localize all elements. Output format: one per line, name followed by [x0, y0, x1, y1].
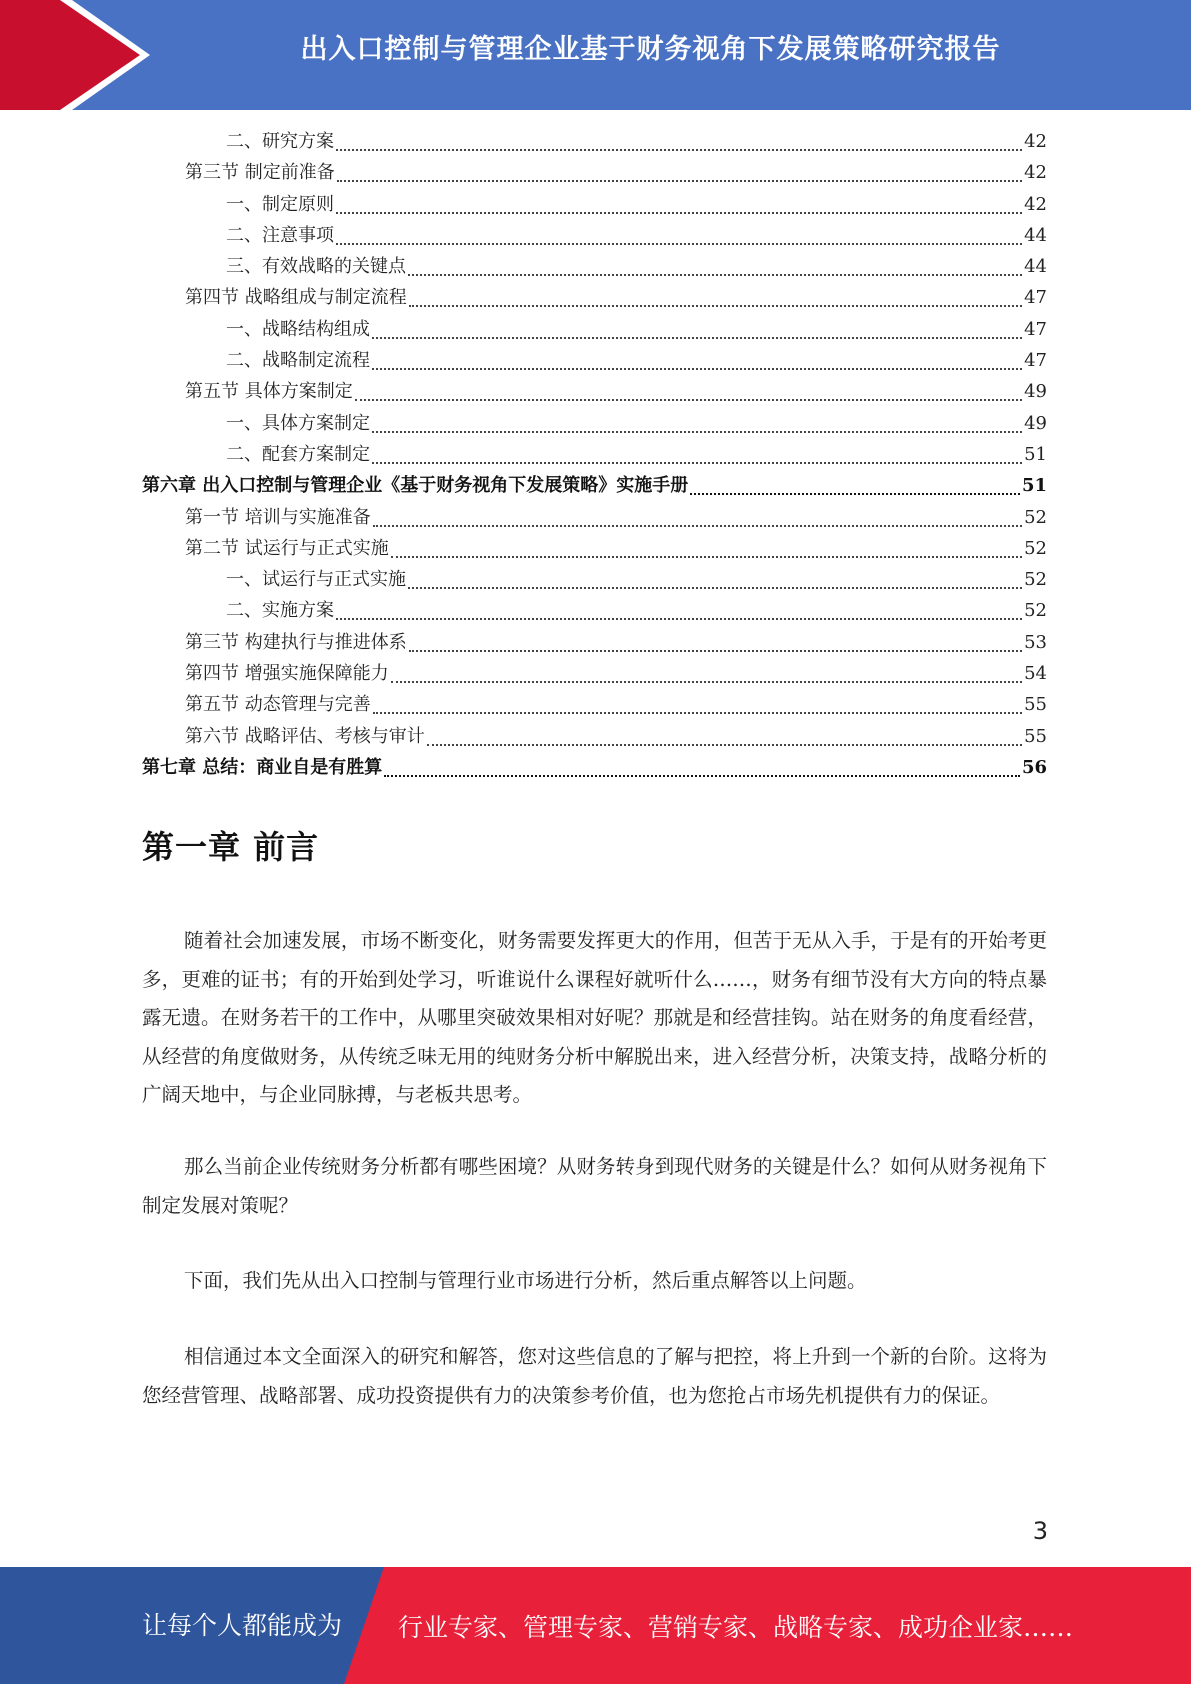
toc-entry-label: 一、制定原则 [226, 193, 334, 215]
toc-entry[interactable] [142, 190, 1047, 221]
toc-dot-leader [373, 694, 1022, 714]
toc-entry-label: 二、实施方案 [226, 600, 334, 622]
toc-entry-page: 55 [1024, 694, 1047, 716]
toc-entry[interactable] [142, 503, 1047, 534]
toc-dot-leader [427, 726, 1022, 746]
toc-entry-label: 二、注意事项 [226, 224, 334, 246]
chapter-heading: 第一章 前言 [142, 828, 320, 866]
toc-entry-label: 三、有效战略的关键点 [226, 256, 406, 278]
paragraph-conclusion: 相信通过本文全面深入的研究和解答，您对这些信息的了解与把控，将上升到一个新的台阶。这将为您经营管理、战略部署、成功投资提供有力的决策参考价值，也为您抢占市场先机提供有力的保证。 [142, 1345, 1047, 1407]
toc-entry[interactable] [142, 722, 1047, 753]
toc-dot-leader [337, 162, 1022, 182]
toc-entry[interactable] [142, 252, 1047, 283]
toc-entry-label: 二、研究方案 [226, 131, 334, 152]
toc-dot-leader [372, 413, 1022, 433]
footer-slogan-right: 行业专家、管理专家、营销专家、战略专家、成功企业家…… [398, 1613, 1074, 1642]
page-number: 3 [1032, 1517, 1048, 1545]
toc-dot-leader [409, 632, 1022, 652]
toc-entry-page: 52 [1024, 569, 1047, 591]
toc-entry-page: 42 [1024, 131, 1047, 152]
toc-entry-page: 56 [1021, 756, 1047, 778]
toc-entry-label: 第四节 战略组成与制定流程 [185, 287, 407, 309]
page-footer [0, 1567, 1191, 1684]
toc-entry-page: 52 [1024, 600, 1047, 622]
toc-entry[interactable] [142, 596, 1047, 627]
toc-entry-label: 第四节 增强实施保障能力 [185, 663, 389, 685]
toc-entry[interactable] [142, 127, 1047, 158]
toc-entry-page: 49 [1024, 381, 1047, 403]
toc-entry-label: 第七章 总结：商业自是有胜算 [142, 756, 383, 778]
toc-entry-label: 第二节 试运行与正式实施 [185, 537, 389, 559]
toc-entry[interactable] [142, 409, 1047, 440]
toc-entry[interactable] [142, 690, 1047, 721]
paragraph-intro: 随着社会加速发展，市场不断变化，财务需要发挥更大的作用，但苦于无从入手，于是有的开始考更多，更难的证书；有的开始到处学习，听谁说什么课程好就听什么……，财务有细节没有大方向的特点暴露无遗。在财务若干的工作中，从哪里突破效果相对好呢？那就是和经营挂钩。站在财务的角度看经营，从经营的角度做财务，从传统乏味无用的纯财务分析中解脱出来，进入经营分析，决策支持，战略分析的广阔天地中，与企业同脉搏，与老板共思考。 [142, 929, 1047, 1106]
footer-slogan-left: 让每个人都能成为 [142, 1611, 343, 1640]
toc-entry-label: 第五节 动态管理与完善 [185, 694, 371, 716]
toc-dot-leader [391, 663, 1022, 683]
toc-entry-label: 一、试运行与正式实施 [226, 569, 406, 591]
toc-dot-leader [384, 757, 1020, 777]
toc-entry-label: 第三节 制定前准备 [185, 162, 335, 184]
toc-dot-leader [409, 287, 1022, 307]
toc-entry-label: 第一节 培训与实施准备 [185, 506, 371, 528]
toc-dot-leader [336, 600, 1022, 620]
toc-entry[interactable] [142, 628, 1047, 659]
toc-entry-page: 42 [1024, 193, 1047, 215]
toc-entry[interactable] [142, 753, 1047, 784]
toc-entry-label: 二、战略制定流程 [226, 350, 370, 372]
report-title: 出入口控制与管理企业基于财务视角下发展策略研究报告 [300, 34, 1001, 65]
toc-entry[interactable] [142, 283, 1047, 314]
toc-dot-leader [690, 475, 1020, 495]
toc-entry[interactable] [142, 565, 1047, 596]
toc-entry-label: 第六章 出入口控制与管理企业《基于财务视角下发展策略》实施手册 [142, 475, 689, 497]
toc-entry[interactable] [142, 534, 1047, 565]
toc-entry[interactable] [142, 440, 1047, 471]
toc-dot-leader [336, 225, 1022, 245]
toc-entry[interactable] [142, 659, 1047, 690]
toc-entry-page: 47 [1024, 318, 1047, 340]
toc-dot-leader [372, 350, 1022, 370]
toc-entry-page: 54 [1024, 663, 1047, 685]
toc-dot-leader [408, 256, 1022, 276]
toc-entry[interactable] [142, 221, 1047, 252]
toc-dot-leader [373, 507, 1022, 527]
toc-entry-label: 二、配套方案制定 [226, 443, 370, 465]
toc-entry-label: 一、战略结构组成 [226, 318, 370, 340]
toc-entry-page: 51 [1021, 475, 1047, 497]
toc-entry-label: 一、具体方案制定 [226, 412, 370, 434]
toc-entry-page: 47 [1024, 350, 1047, 372]
toc-dot-leader [372, 444, 1022, 464]
toc-entry-label: 第三节 构建执行与推进体系 [185, 631, 407, 653]
toc-entry-page: 55 [1024, 725, 1047, 747]
toc-entry-page: 52 [1024, 537, 1047, 559]
toc-entry-label: 第六节 战略评估、考核与审计 [185, 725, 425, 747]
header-arrow-decoration [0, 0, 150, 110]
toc-dot-leader [336, 194, 1022, 214]
paragraph-questions: 那么当前企业传统财务分析都有哪些困境？从财务转身到现代财务的关键是什么？如何从财务视角下制定发展对策呢？ [142, 1155, 1047, 1217]
toc-entry[interactable] [142, 346, 1047, 377]
toc-dot-leader [391, 538, 1022, 558]
paragraph-approach: 下面，我们先从出入口控制与管理行业市场进行分析，然后重点解答以上问题。 [184, 1269, 867, 1292]
toc-entry[interactable] [142, 158, 1047, 189]
toc-entry-page: 44 [1024, 224, 1047, 246]
toc-entry[interactable] [142, 471, 1047, 502]
toc-entry-page: 42 [1024, 162, 1047, 184]
toc-entry-page: 53 [1024, 631, 1047, 653]
toc-entry-page: 51 [1024, 443, 1047, 465]
toc-dot-leader [372, 319, 1022, 339]
toc-dot-leader [355, 381, 1022, 401]
toc-entry-page: 49 [1024, 412, 1047, 434]
toc-entry[interactable] [142, 315, 1047, 346]
toc-entry-page: 44 [1024, 256, 1047, 278]
toc-entry[interactable] [142, 377, 1047, 408]
page-header [0, 0, 1191, 110]
toc-dot-leader [408, 569, 1022, 589]
toc-entry-page: 47 [1024, 287, 1047, 309]
table-of-contents [142, 127, 1047, 784]
toc-dot-leader [336, 131, 1022, 151]
toc-entry-page: 52 [1024, 506, 1047, 528]
toc-entry-label: 第五节 具体方案制定 [185, 381, 353, 403]
